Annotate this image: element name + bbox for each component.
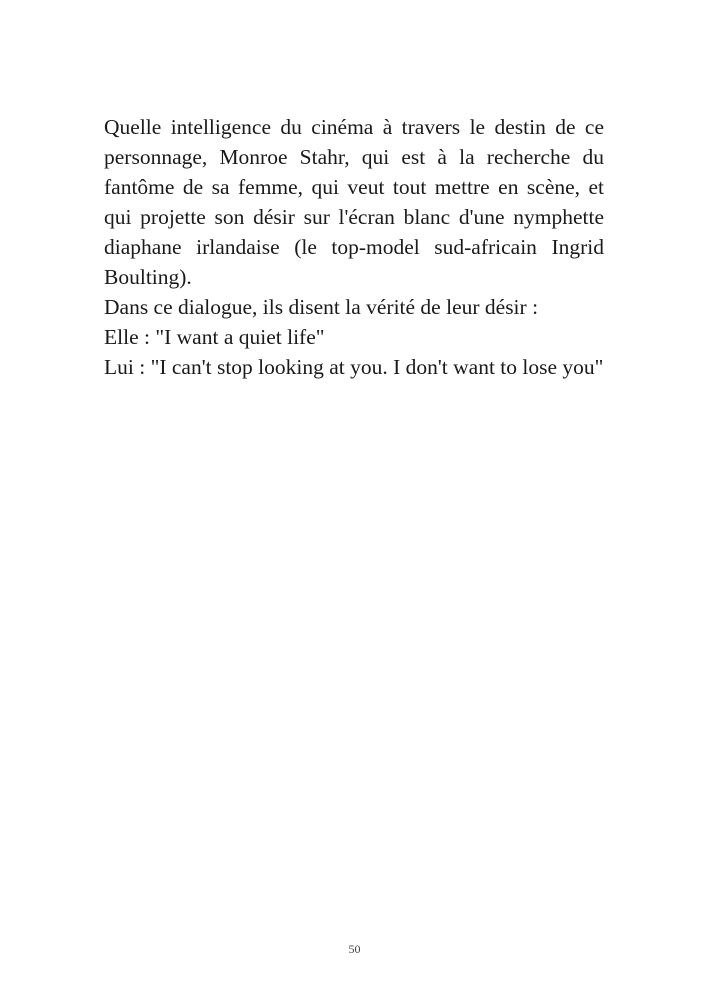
page-number: 50 xyxy=(348,942,361,956)
paragraph-dialogue-intro: Dans ce dialogue, ils disent la vérité de leur désir : xyxy=(104,295,539,319)
paragraph-lui-line: Lui : "I can't stop looking at you. I don't want to lose you" xyxy=(104,355,604,379)
paragraph-intro: Quelle intelligence du cinéma à travers le destin de ce personnage, Monroe Stahr, qui est à la recherche du fantôme de sa femme, qui veut tout mettre en scène, et qui projette son désir sur l'écran blanc d'une nymphette diaphane irlandaise (le top-model sud-africain Ingrid Boulting). xyxy=(104,115,604,289)
body-text xyxy=(104,112,604,382)
paragraph-elle-line: Elle : "I want a quiet life" xyxy=(104,325,325,349)
